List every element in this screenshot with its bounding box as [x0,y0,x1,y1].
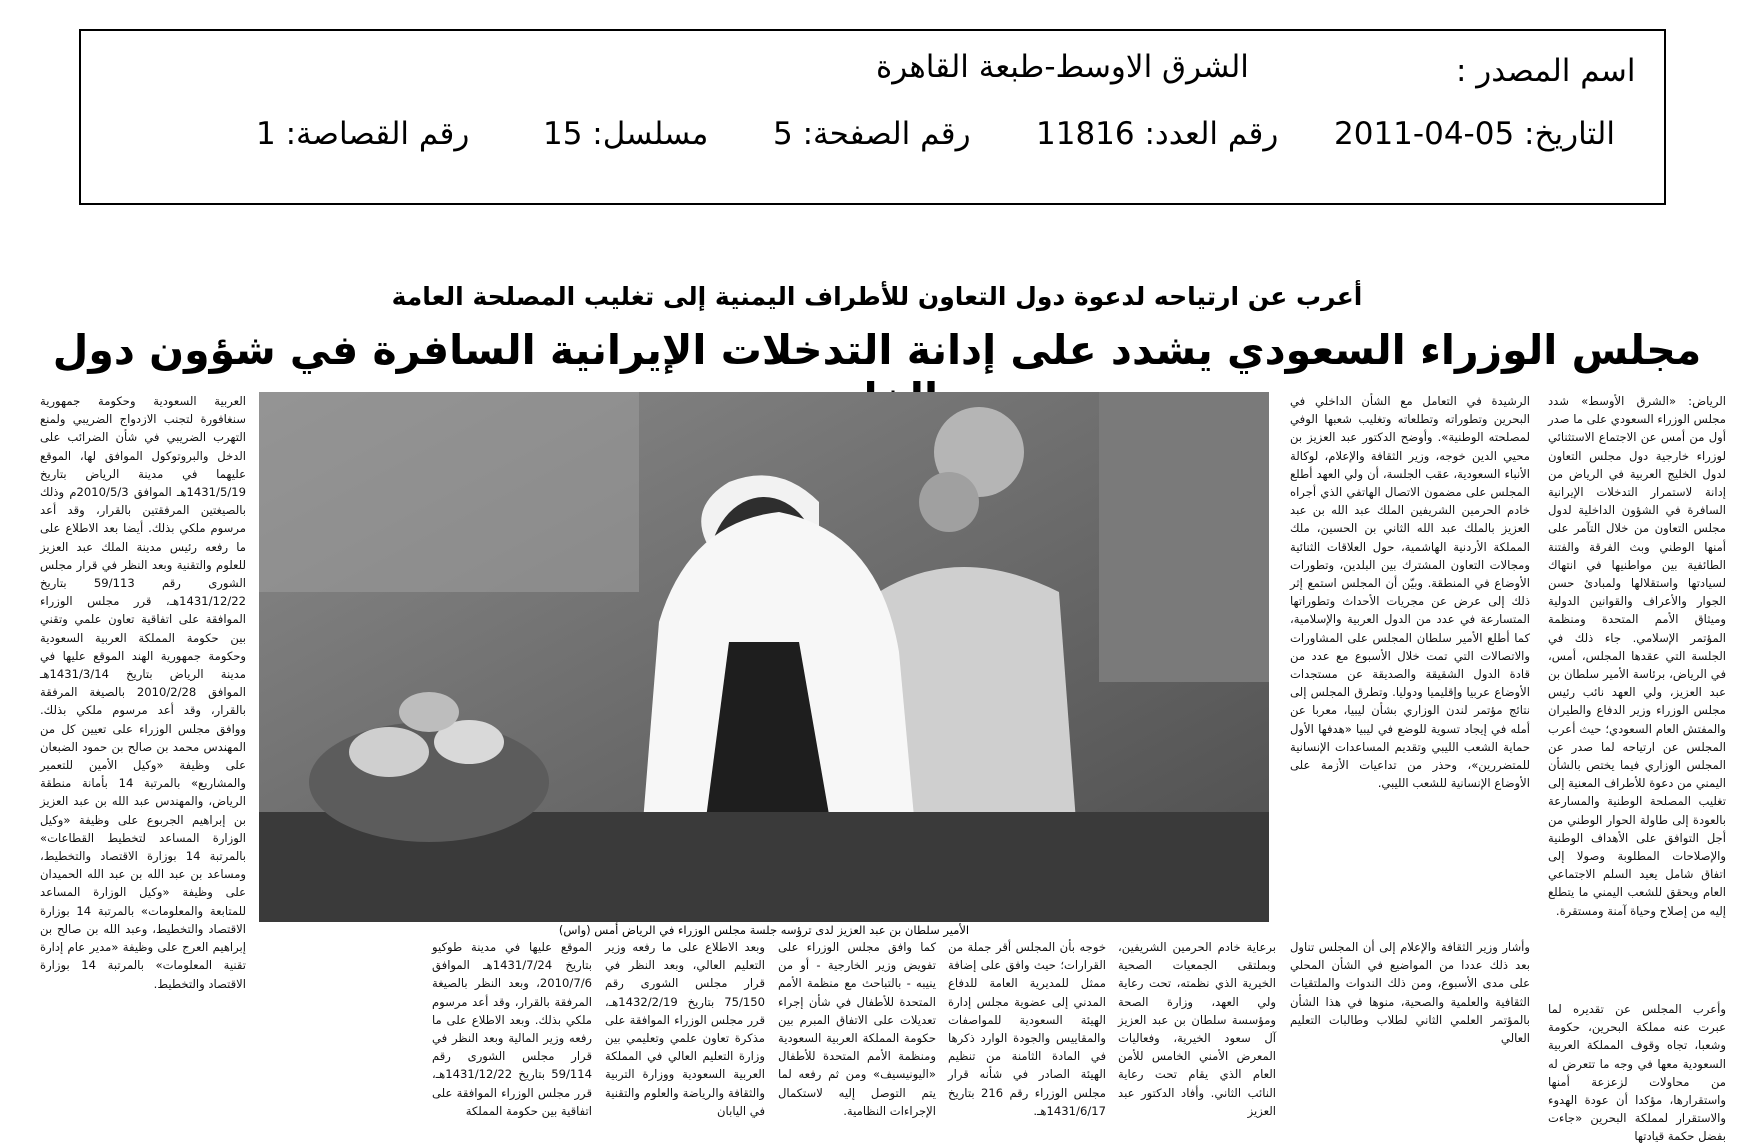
photo-caption: الأمير سلطان بن عبد العزيز لدى ترؤسه جلسة مجلس الوزراء في الرياض أمس (واس) [558,923,970,937]
article-column-6-lower [605,938,765,1118]
news-photo [259,392,1269,922]
source-label: اسم المصدر : [1456,53,1636,89]
column-text: وأعرب المجلس عن تقديره لما عبرت عنه مملكة البحرين، حكومة وشعبا، تجاه وقوف المملكة العربية السعودية معها في وجه ما تتعرض له من محاولات لزعزعة أمنها واستقرارها، مؤكدا أن عودة الهدوء والاستقرار لمملكة البحرين «جاءت بفضل حكمة قيادتها [1548,1002,1726,1144]
article-column-2-lower [1290,938,1530,1118]
article-column-7-lower [432,938,592,1118]
article-column-4-lower [948,938,1106,1118]
issue-field: رقم العدد: 11816 [1036,116,1279,152]
column-text: وأشار وزير الثقافة والإعلام إلى أن المجلس تناول بعد ذلك عددا من المواضيع في الشأن المحلي على مدى الأسبوع، ومن ذلك الندوات والملتقيات الثقافية والعلمية والصحية، منوها في هذا الشأن بالمؤتمر العلمي الثاني لطلاب وطالبات التعليم العالي [1290,940,1530,1046]
column-text: خوجه بأن المجلس أقر جملة من القرارات؛ حيث وافق على إضافة ممثل للمديرية العامة للدفاع المدني إلى عضوية مجلس إدارة الهيئة السعودية للمواصفات والمقاييس والجودة الوارد ذكرها في المادة الثامنة من تنظيم الهيئة الصادر في شأنه قرار مجلس الوزراء رقم 216 بتاريخ 1431/6/17هـ. [948,940,1106,1118]
clip-field: رقم القصاصة: 1 [256,116,470,152]
article-column-3-lower [1118,938,1276,1118]
column-text: العربية السعودية وحكومة جمهورية سنغافورة لتجنب الازدواج الضريبي ولمنع التهرب الضريبي في شأن الضرائب على الدخل والبروتوكول الموافق لها، الموقع عليهما في مدينة الرياض بتاريخ 1431/5/19هـ الموافق 2010/5/3م وذلك بالصيغتين المرفقتين بالقرار، وقد أعد مرسوم ملكي بذلك. أيضا بعد الاطلاع على ما رفعه رئيس مدينة الملك عبد العزيز للعلوم والتقنية وبعد النظر في قرار مجلس الشورى رقم 59/113 بتاريخ 1431/12/22هـ، قرر مجلس الوزراء الموافقة على اتفاقية تعاون علمي وتقني بين حكومة المملكة العربية السعودية وحكومة جمهورية الهند الموقع عليها في مدينة الرياض بتاريخ 1431/3/14هـ الموافق 2010/2/28 بالصيغة المرفقة بالقرار، وقد أعد مرسوم ملكي بذلك. ووافق مجلس الوزراء على تعيين كل من المهندس محمد بن صالح بن حمود الضبعان على وظيفة «وكيل الأمين للتعمير والمشاريع» بالمرتبة 14 بأمانة منطقة الرياض، والمهندس عبد الله بن عبد العزيز بن إبراهيم الجربوع على وظيفة «وكيل الوزارة المساعد لتخطيط القطاعات» بالمرتبة 14 بوزارة الاقتصاد والتخطيط، ومساعد بن عبد الله بن عبد الله الحميدان على وظيفة «وكيل الوزارة المساعد للمتابعة والمعلومات» بالمرتبة 14 بوزارة الاقتصاد والتخطيط، وعبد الله بن صالح بن إبراهيم العرج على وظيفة «مدير عام إدارة تقنية المعلومات» بالمرتبة 14 بوزارة الاقتصاد والتخطيط. [40,394,246,991]
column-text: برعاية خادم الحرمين الشريفين، وبملتقى الجمعيات الصحية الخيرية الذي نظمته، تحت رعاية ولي العهد، وزارة الصحة ومؤسسة سلطان بن عبد العزيز آل سعود الخيرية، وفعاليات المعرض الأمني الخامس للأمن العام الذي يقام تحت رعاية النائب الثاني. وأفاد الدكتور عبد العزيز [1118,940,1276,1118]
serial-field: مسلسل: 15 [543,116,709,152]
photo-illustration [259,392,1269,922]
article-column-1-lower [1548,1000,1726,1144]
column-text: الرياض: «الشرق الأوسط» شدد مجلس الوزراء السعودي على ما صدر أول من أمس عن الاجتماع الاستثنائي لوزراء خارجية دول مجلس التعاون لدول الخليج العربية في الرياض من إدانة لاستمرار التدخلات الإيرانية السافرة في الشؤون الداخلية لدول مجلس التعاون من خلال التآمر على أمنها الوطني وبث الفرقة والفتنة الطائفية بين مواطنيها في انتهاك لسيادتها واستقلالها ولمبادئ حسن الجوار والأعراف والقوانين الدولية وميثاق الأمم المتحدة ومنظمة المؤتمر الإسلامي. جاء ذلك في الجلسة التي عقدها المجلس، أمس، في الرياض، برئاسة الأمير سلطان بن عبد العزيز، ولي العهد نائب رئيس مجلس الوزراء وزير الدفاع والطيران والمفتش العام السعودي؛ حيث أعرب المجلس عن ارتياحه لما صدر عن المجلس الوزاري فيما يختص بالشأن اليمني من دعوة للأطراف المعنية إلى تغليب المصلحة الوطنية والمسارعة بالعودة إلى طاولة الحوار الوطني من أجل التوافق على الأهداف الوطنية والإصلاحات المطلوبة وصولا إلى اتفاق شامل يعيد السلم الاجتماعي العام ويحقق للشعب اليمني ما يتطلع إليه من إصلاح وحياة آمنة ومستقرة. [1548,394,1726,918]
source-info-box [79,29,1666,205]
column-text: كما وافق مجلس الوزراء على تفويض وزير الخارجية - أو من ينيبه - بالتباحث مع منظمة الأمم المتحدة للأطفال في شأن إجراء تعديلات على الاتفاق المبرم بين حكومة المملكة العربية السعودية ومنظمة الأمم المتحدة للأطفال «اليونيسيف» ومن ثم رفعه لما يتم التوصل إليه لاستكمال الإجراءات النظامية. [778,940,936,1118]
column-text: الموقع عليها في مدينة طوكيو بتاريخ 1431/7/24هـ الموافق 2010/7/6، وبعد النظر بالصيغة المرفقة بالقرار، وقد أعد مرسوم ملكي بذلك. وبعد الاطلاع على ما رفعه وزير المالية وبعد النظر في قرار مجلس الشورى رقم 59/114 بتاريخ 1431/12/22هـ، قرر مجلس الوزراء الموافقة على اتفاقية بين حكومة المملكة [432,940,592,1118]
date-field: التاريخ: 05-04-2011 [1334,116,1615,152]
page-field: رقم الصفحة: 5 [773,116,971,152]
column-text: الرشيدة في التعامل مع الشأن الداخلي في البحرين وتطوراته وتطلعاته وتغليب شعبها الوفي لمصلحته الوطنية». وأوضح الدكتور عبد العزيز بن محيي الدين خوجه، وزير الثقافة والإعلام، لوكالة الأنباء السعودية، عقب الجلسة، أن ولي العهد أطلع المجلس على مضمون الاتصال الهاتفي الذي أجراه خادم الحرمين الشريفين الملك عبد الله بن عبد العزيز بالملك عبد الله الثاني بن الحسين، ملك المملكة الأردنية الهاشمية، حول العلاقات الثنائية ومجالات التعاون المشترك بين البلدين، وتطورات الأوضاع في المنطقة. وبيّن أن المجلس استمع إثر ذلك إلى عرض عن مجريات الأحداث وتطوراتها المتسارعة في عدد من الدول العربية والإسلامية، كما أطلع الأمير سلطان المجلس على المشاورات والاتصالات التي تمت خلال الأسبوع مع عدد من قادة الدول الشقيقة والصديقة عن مستجدات الأوضاع عربيا وإقليميا ودوليا. وتطرق المجلس إلى نتائج مؤتمر لندن الوزاري بشأن ليبيا، معربا عن أمله في إيجاد تسوية للوضع في ليبيا «هدفها الأول حماية الشعب الليبي وتقديم المساعدات الإنسانية للمتضررين»، وحذر من تداعيات الأزمة على الأوضاع الإنسانية للشعب الليبي. [1290,394,1530,791]
article-column-5-lower [778,938,936,1118]
article-subheadline: أعرب عن ارتياحه لدعوة دول التعاون للأطراف اليمنية إلى تغليب المصلحة العامة [391,282,1363,311]
column-text: وبعد الاطلاع على ما رفعه وزير التعليم العالي، وبعد النظر في قرار مجلس الشورى رقم 75/150 بتاريخ 1432/2/19هـ، قرر مجلس الوزراء الموافقة على مذكرة تعاون علمي وتعليمي بين وزارة التعليم العالي في المملكة العربية السعودية ووزارة التربية والثقافة والرياضة والعلوم والتقنية في اليابان [605,940,765,1118]
article-column-2 [1290,392,1530,922]
source-value: الشرق الاوسط-طبعة القاهرة [876,49,1249,85]
article-headline: مجلس الوزراء السعودي يشدد على إدانة التدخلات الإيرانية السافرة في شؤون دول [52,326,1702,374]
article-column-8 [40,392,246,1120]
